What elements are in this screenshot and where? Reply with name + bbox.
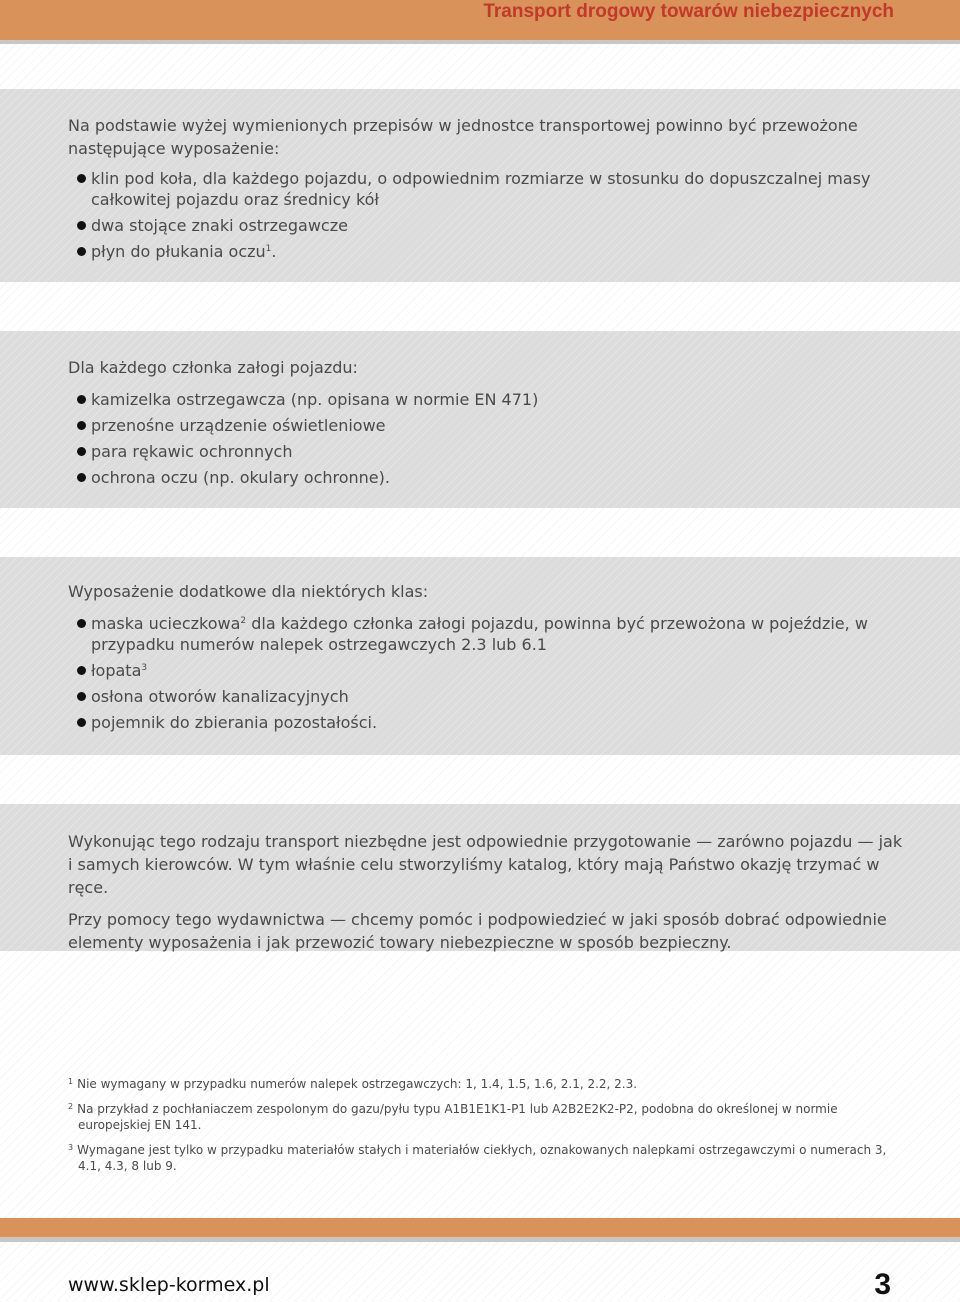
list-item-text: przenośne urządzenie oświetleniowe [91,416,386,435]
bullet-icon [77,619,86,628]
list-item-text: kamizelka ostrzegawcza (np. opisana w normie EN 471) [91,390,539,409]
list-item-punct: . [271,242,277,261]
list-item-text: maska ucieczkowa [91,614,241,633]
equipment-list [68,168,908,262]
section-intro: Dla każdego członka załogi pojazdu: [68,358,358,377]
list-item [68,686,908,707]
list-item [68,241,908,262]
bullet-icon [77,692,86,701]
footer-divider [0,1237,960,1242]
footnotes [68,1074,888,1181]
list-item [68,613,908,655]
list-item-text: pojemnik do zbierania pozostałości. [91,713,378,732]
list-item [68,215,908,236]
page-number: 3 [874,1268,891,1301]
list-item [68,389,908,410]
footer-bar [0,1218,960,1237]
header-divider [0,40,960,44]
website-link[interactable]: www.sklep-kormex.pl [68,1274,270,1296]
list-item [68,415,908,436]
list-item [68,168,908,210]
footnote-number: 2 [68,1102,74,1111]
footnote [68,1074,888,1092]
additional-list [68,613,908,733]
footnote-text: Wymagane jest tylko w przypadku materiałów stałych i materiałów ciekłych, oznakowanych nalepkami ostrzegawczymi o numerach 3, 4.1, 4.3, 8 lub 9. [77,1143,887,1173]
list-item [68,660,908,681]
footnote-ref: 3 [141,663,148,673]
list-item [68,441,908,462]
bullet-icon [77,247,86,256]
list-item [68,467,908,488]
list-item-text: ochrona oczu (np. okulary ochronne). [91,468,390,487]
bullet-icon [77,718,86,727]
bullet-icon [77,473,86,482]
list-item-text: osłona otworów kanalizacyjnych [91,687,349,706]
footnote-text: Nie wymagany w przypadku numerów nalepek ostrzegawczych: 1, 1.4, 1.5, 1.6, 2.1, 2.2, 2.3. [77,1077,638,1091]
crew-section [68,356,908,493]
list-item-text-cont: dla każdego członka załogi pojazdu, powinna być przewożona w pojeździe, w przypadku numerów nalepek ostrzegawczych 2.3 lub 6.1 [91,614,868,654]
list-item-text: klin pod koła, dla każdego pojazdu, o odpowiednim rozmiarze w stosunku do dopuszczalnej masy całkowitej pojazdu oraz średnicy kół [91,169,871,209]
section-intro: Wyposażenie dodatkowe dla niektórych klas: [68,582,429,601]
paragraph: Wykonując tego rodzaju transport niezbędne jest odpowiednie przygotowanie — zarówno pojazdu — jak i samych kierowców. W tym właśnie celu stworzyliśmy katalog, który mają Państwo okazję trzymać w ręce. [68,832,903,897]
list-item-text: łopata [91,661,142,680]
footnote [68,1140,888,1174]
list-item-text: para rękawic ochronnych [91,442,293,461]
footnote [68,1099,888,1133]
bullet-icon [77,221,86,230]
footnote-number: 3 [68,1143,74,1152]
document-title: Transport drogowy towarów niebezpiecznych [483,1,894,22]
additional-equipment-section [68,580,908,738]
paragraph: Przy pomocy tego wydawnictwa — chcemy pomóc i podpowiedzieć w jaki sposób dobrać odpowiednie elementy wyposażenia i jak przewozić towary niebezpieczne w sposób bezpieczny. [68,910,887,952]
equipment-section [68,114,908,267]
bullet-icon [77,395,86,404]
list-item-text: dwa stojące znaki ostrzegawcze [91,216,348,235]
bullet-icon [77,174,86,183]
bullet-icon [77,447,86,456]
list-item [68,712,908,733]
bullet-icon [77,421,86,430]
footnote-ref: 2 [240,616,247,626]
crew-list [68,389,908,488]
footnote-text: Na przykład z pochłaniaczem zespolonym do gazu/pyłu typu A1B1E1K1-P1 lub A2B2E2K2-P2, podobna do określonej w normie europejskiej EN 141. [77,1102,838,1132]
bullet-icon [77,666,86,675]
list-item-text: płyn do płukania oczu [91,242,266,261]
summary-section [68,830,908,963]
section-intro: Na podstawie wyżej wymienionych przepisów w jednostce transportowej powinno być przewożone następujące wyposażenie: [68,116,858,158]
footnote-number: 1 [68,1077,74,1086]
footnote-ref: 1 [265,244,272,254]
